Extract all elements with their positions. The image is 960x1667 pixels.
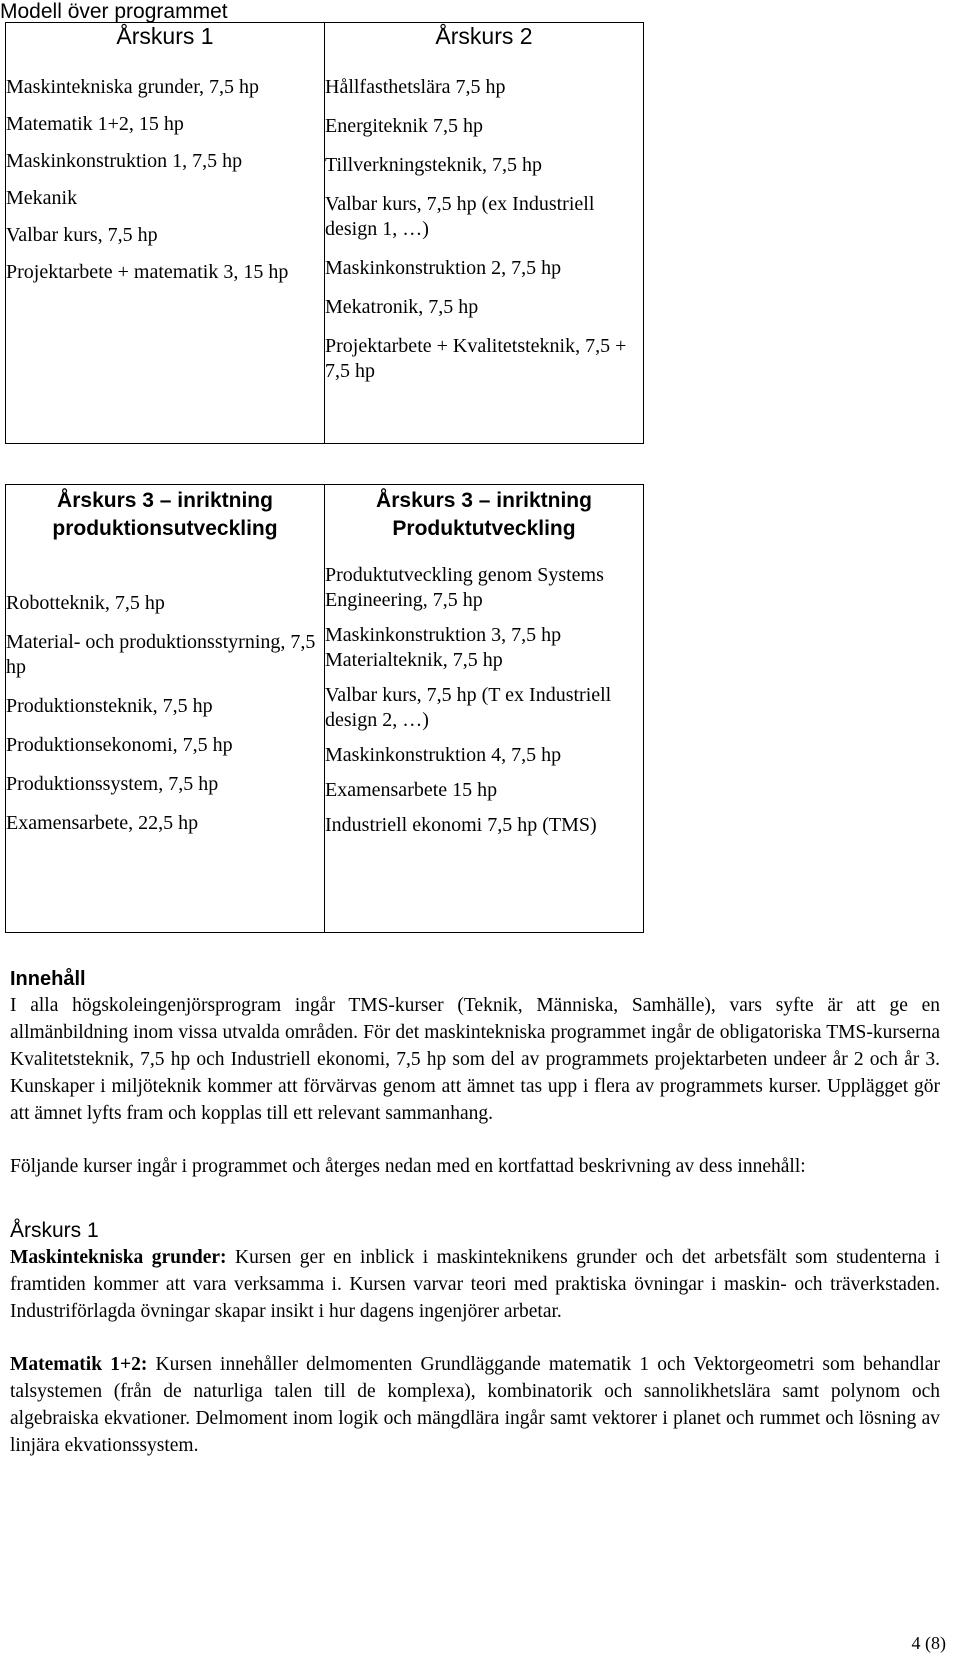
- course-description: [10, 1351, 940, 1459]
- course-item: Mekatronik, 7,5 hp: [325, 296, 479, 318]
- course-item: Material- och produktionsstyrning, 7,5 hp: [6, 631, 316, 678]
- course-item: Projektarbete + matematik 3, 15 hp: [6, 261, 289, 283]
- year-3-production-header-line1: Årskurs 3 – inriktning: [57, 489, 273, 512]
- course-item: Produktionsekonomi, 7,5 hp: [6, 734, 233, 756]
- course-item: Maskinkonstruktion 2, 7,5 hp: [325, 257, 562, 279]
- page-number: 4 (8): [911, 1633, 946, 1653]
- content-title: Innehåll: [10, 968, 86, 990]
- content-section: [10, 966, 940, 1459]
- program-model-table-year-1-2: [5, 22, 644, 444]
- course-item: Materialteknik, 7,5 hp: [325, 649, 503, 671]
- course-item: Examensarbete 15 hp: [325, 779, 498, 801]
- course-text: Kursen innehåller delmomenten Grundläggande matematik 1 och Vektorgeometri som behandlar talsystemen (från de naturliga talen till de komplexa), kombinatorik och sannolikhetslära samt polynom och algebraiska ekvationer. Delmoment inom logik och mängdlära ingår samt vektorer i planet och rummet och lösning av linjära ekvationssystem.: [10, 1354, 940, 1456]
- course-item: Tillverkningsteknik, 7,5 hp: [325, 154, 543, 176]
- course-item: Maskinkonstruktion 4, 7,5 hp: [325, 744, 562, 766]
- course-description: [10, 1244, 940, 1325]
- year-3-production-cell: [6, 485, 325, 933]
- year-1-header: Årskurs 1: [6, 23, 325, 54]
- course-item: Valbar kurs, 7,5 hp (ex Industriell design 1, …): [325, 193, 595, 240]
- course-item: Robotteknik, 7,5 hp: [6, 592, 165, 614]
- year-1-heading: Årskurs 1: [10, 1219, 99, 1242]
- year-3-product-course-list: [325, 543, 643, 838]
- course-item: Hållfasthetslära 7,5 hp: [325, 76, 506, 98]
- page-heading: Modell över programmet: [0, 0, 228, 23]
- course-item: Examensarbete, 22,5 hp: [6, 812, 199, 834]
- course-item: Produktutveckling genom Systems Engineering, 7,5 hp: [325, 564, 604, 611]
- course-item: Matematik 1+2, 15 hp: [6, 113, 184, 135]
- year-2-course-list: [325, 53, 643, 384]
- year-3-production-header-line2: produktionsutveckling: [52, 517, 278, 540]
- course-list-intro: Följande kurser ingår i programmet och återges nedan med en kortfattad beskrivning av dess innehåll:: [10, 1156, 806, 1177]
- year-1-cell: [6, 53, 325, 444]
- course-item: Mekanik: [6, 187, 78, 209]
- course-item: Energiteknik 7,5 hp: [325, 115, 483, 137]
- course-item: Valbar kurs, 7,5 hp: [6, 224, 158, 246]
- year-3-product-header-line2: Produktutveckling: [392, 517, 576, 540]
- course-item: Produktionssystem, 7,5 hp: [6, 773, 219, 795]
- course-item: Valbar kurs, 7,5 hp (T ex Industriell design 2, …): [325, 684, 612, 731]
- year-1-course-list: [6, 53, 324, 285]
- program-model-table-year-3: [5, 484, 644, 933]
- course-item: Industriell ekonomi 7,5 hp (TMS): [325, 814, 597, 836]
- course-item: Maskintekniska grunder, 7,5 hp: [6, 76, 260, 98]
- year-2-cell: [325, 53, 644, 444]
- year-3-production-course-list: [6, 543, 324, 836]
- course-item: Maskinkonstruktion 1, 7,5 hp: [6, 150, 243, 172]
- course-item: Produktionsteknik, 7,5 hp: [6, 695, 213, 717]
- course-text: Kursen ger en inblick i maskinteknikens grunder och det arbetsfält som studenterna i framtiden kommer att vara verksamma i. Kursen varvar teori med praktiska övningar i maskin- och träverkstaden. Industriförlagda övningar skapar insikt i hur dagens ingenjörer arbetar.: [10, 1247, 940, 1322]
- year-3-product-header-line1: Årskurs 3 – inriktning: [376, 489, 592, 512]
- course-name: Matematik 1+2:: [10, 1354, 148, 1375]
- course-item: Maskinkonstruktion 3, 7,5 hp: [325, 624, 562, 646]
- year-2-header: Årskurs 2: [325, 23, 644, 54]
- course-name: Maskintekniska grunder:: [10, 1247, 227, 1268]
- year-3-product-cell: [325, 485, 644, 933]
- course-item: Projektarbete + Kvalitetsteknik, 7,5 + 7,5 hp: [325, 335, 627, 382]
- intro-paragraph: I alla högskoleingenjörsprogram ingår TMS-kurser (Teknik, Människa, Samhälle), vars syfte är att ge en allmänbildning inom vissa utvalda områden. För det maskintekniska programmet ingår de obligatoriska TMS-kurserna Kvalitetsteknik, 7,5 hp och Industriell ekonomi, 7,5 hp som del av programmets projektarbeten undeer år 2 och år 3. Kunskaper i miljöteknik kommer att förvärvas genom att ämnet tas upp i flera av programmets kurser. Upplägget gör att ämnet lyfts fram och kopplas till ett relevant sammanhang.: [10, 995, 940, 1124]
